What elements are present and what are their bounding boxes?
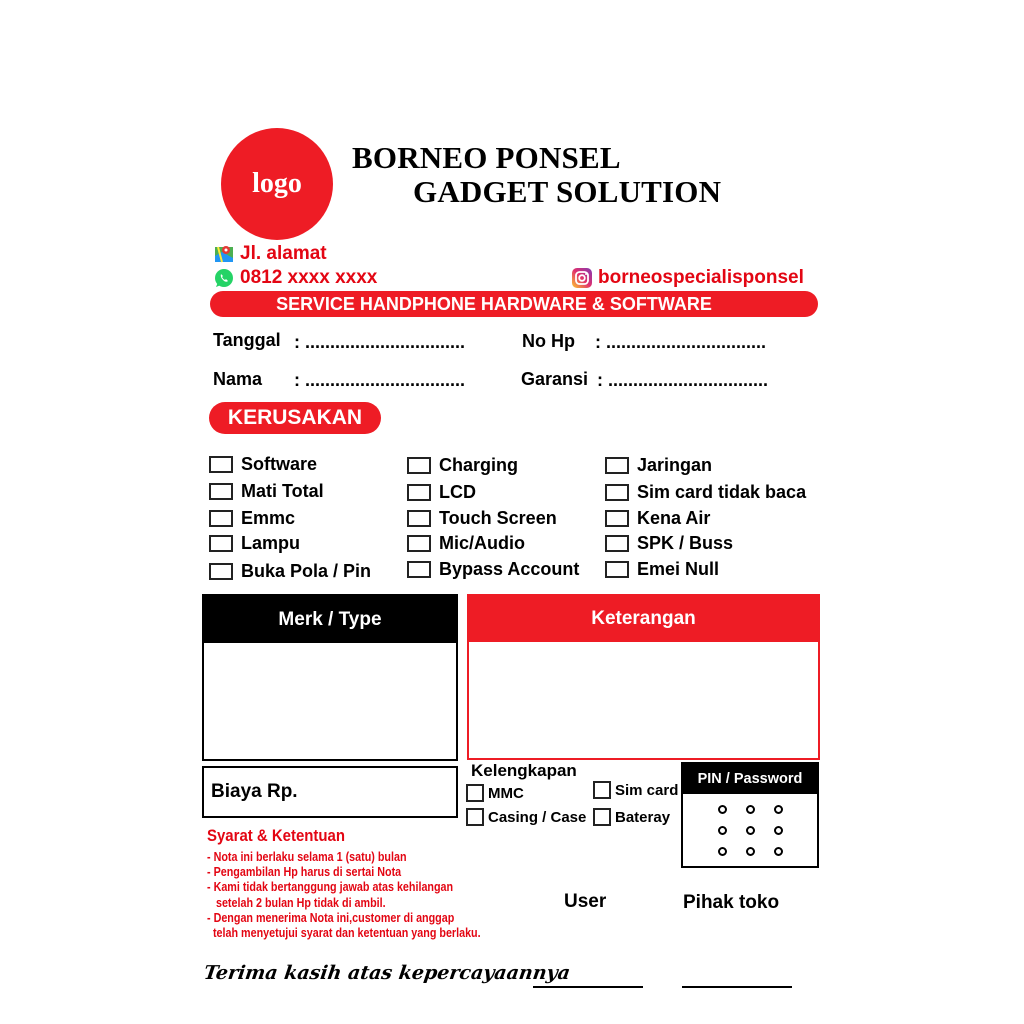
kerusakan-heading: KERUSAKAN <box>209 402 381 434</box>
map-icon <box>214 244 234 264</box>
garansi-label: Garansi <box>521 369 589 389</box>
damage-emei-null[interactable]: Emei Null <box>605 559 719 580</box>
instagram-handle: borneospecialisponsel <box>598 267 804 288</box>
pin-header: PIN / Password <box>683 764 817 794</box>
kelengkapan-bateray[interactable]: Bateray <box>593 808 670 826</box>
logo-text: logo <box>252 168 302 199</box>
pattern-dot[interactable] <box>746 826 755 835</box>
checkbox[interactable] <box>209 510 233 527</box>
terms-title: Syarat & Ketentuan <box>207 826 346 845</box>
user-signature-line[interactable] <box>533 986 643 988</box>
thanks-message: Terima kasih atas kepercayaannya <box>202 962 572 984</box>
checkbox[interactable] <box>593 781 611 799</box>
kelengkapan-mmc[interactable]: MMC <box>466 784 524 802</box>
user-signature-label: User <box>564 891 607 912</box>
pattern-dot[interactable] <box>774 826 783 835</box>
shop-signature-line[interactable] <box>682 986 792 988</box>
instagram-line <box>572 267 804 289</box>
nama-field[interactable]: : ................................ <box>294 370 466 390</box>
checkbox[interactable] <box>466 784 484 802</box>
pattern-dot[interactable] <box>774 805 783 814</box>
checkbox[interactable] <box>466 808 484 826</box>
terms-line: - Dengan menerima Nota ini,customer di anggap <box>207 910 455 925</box>
terms-line: telah menyetujui syarat dan ketentuan yang berlaku. <box>207 926 481 941</box>
pin-pattern-grid[interactable] <box>683 794 817 856</box>
damage-kena-air[interactable]: Kena Air <box>605 508 710 529</box>
merk-type-header: Merk / Type <box>204 596 456 643</box>
terms-line: - Kami tidak bertanggung jawab atas kehilangan <box>207 880 454 895</box>
biaya-label: Biaya Rp. <box>211 781 298 802</box>
checkbox[interactable] <box>407 484 431 501</box>
tanggal-field[interactable]: : ................................ <box>294 332 466 352</box>
damage-software[interactable]: Software <box>209 454 317 475</box>
no-hp-label: No Hp <box>522 331 575 351</box>
pattern-dot[interactable] <box>746 805 755 814</box>
checkbox[interactable] <box>407 535 431 552</box>
terms-list <box>207 850 525 941</box>
service-banner: SERVICE HANDPHONE HARDWARE & SOFTWARE <box>210 291 818 317</box>
checkbox[interactable] <box>605 535 629 552</box>
checkbox[interactable] <box>407 510 431 527</box>
keterangan-header: Keterangan <box>469 596 818 642</box>
address-line <box>214 243 327 265</box>
merk-type-input[interactable] <box>204 643 456 759</box>
garansi-field[interactable]: : ................................ <box>597 370 769 390</box>
tanggal-label: Tanggal <box>213 330 281 350</box>
pattern-dot[interactable] <box>718 847 727 856</box>
pattern-dot[interactable] <box>718 805 727 814</box>
damage-emmc[interactable]: Emmc <box>209 508 295 529</box>
checkbox[interactable] <box>407 561 431 578</box>
terms-line: setelah 2 bulan Hp tidak di ambil. <box>207 895 386 910</box>
brand-name: BORNEO PONSEL <box>352 140 621 175</box>
kelengkapan-title: Kelengkapan <box>471 761 577 780</box>
checkbox[interactable] <box>209 535 233 552</box>
damage-lampu[interactable]: Lampu <box>209 533 300 554</box>
damage-bypass-account[interactable]: Bypass Account <box>407 559 579 580</box>
checkbox[interactable] <box>605 561 629 578</box>
kelengkapan-sim-card[interactable]: Sim card <box>593 781 678 799</box>
pattern-dot[interactable] <box>718 826 727 835</box>
no-hp-field[interactable]: : ................................ <box>595 332 767 352</box>
brand-tagline: GADGET SOLUTION <box>413 174 722 209</box>
checkbox[interactable] <box>605 510 629 527</box>
terms-line: - Nota ini berlaku selama 1 (satu) bulan <box>207 850 407 864</box>
phone-text: 0812 xxxx xxxx <box>240 267 378 288</box>
kelengkapan-casing[interactable]: Casing / Case <box>466 808 586 826</box>
damage-buka-pola[interactable]: Buka Pola / Pin <box>209 561 371 582</box>
damage-mati-total[interactable]: Mati Total <box>209 481 324 502</box>
keterangan-input[interactable] <box>469 642 818 758</box>
damage-spk-buss[interactable]: SPK / Buss <box>605 533 733 554</box>
biaya-field[interactable] <box>202 766 458 818</box>
instagram-icon <box>572 268 592 288</box>
pattern-dot[interactable] <box>746 847 755 856</box>
checkbox[interactable] <box>605 484 629 501</box>
phone-line <box>214 267 377 289</box>
checkbox[interactable] <box>593 808 611 826</box>
shop-signature-label: Pihak toko <box>683 892 780 913</box>
checkbox[interactable] <box>407 457 431 474</box>
damage-mic-audio[interactable]: Mic/Audio <box>407 533 525 554</box>
damage-lcd[interactable]: LCD <box>407 482 476 503</box>
merk-type-panel <box>202 594 458 761</box>
checkbox[interactable] <box>605 457 629 474</box>
address-text: Jl. alamat <box>240 243 327 264</box>
pin-panel <box>681 762 819 868</box>
damage-jaringan[interactable]: Jaringan <box>605 455 712 476</box>
terms-line: - Pengambilan Hp harus di sertai Nota <box>207 865 402 880</box>
whatsapp-icon <box>214 268 234 288</box>
keterangan-panel <box>467 594 820 760</box>
checkbox[interactable] <box>209 483 233 500</box>
damage-charging[interactable]: Charging <box>407 455 518 476</box>
nama-label: Nama <box>213 369 263 389</box>
checkbox[interactable] <box>209 456 233 473</box>
logo <box>221 128 333 240</box>
damage-sim-card[interactable]: Sim card tidak baca <box>605 482 806 503</box>
checkbox[interactable] <box>209 563 233 580</box>
pattern-dot[interactable] <box>774 847 783 856</box>
damage-touch-screen[interactable]: Touch Screen <box>407 508 557 529</box>
